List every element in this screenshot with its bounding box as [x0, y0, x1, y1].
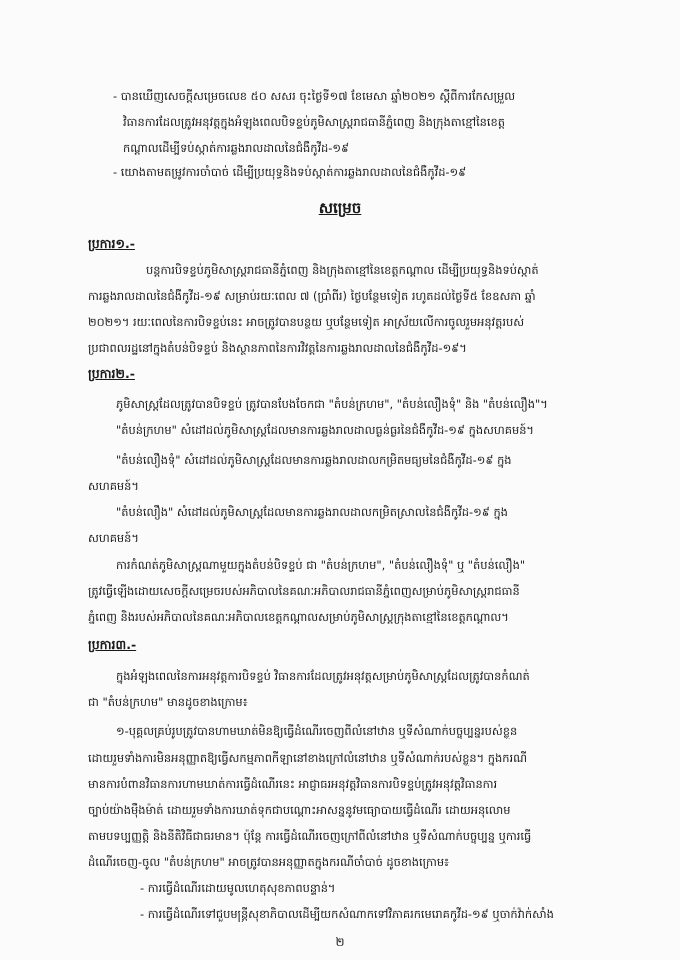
article-3-bullet: - ការធ្វើដំណើរដោយមូលហេតុសុខភាពបន្ទាន់។ [140, 881, 336, 895]
article-3-line: ក្នុងអំឡុងពេលនៃការអនុវត្តការបិទខ្ទប់ វិធានការដែលត្រូវអនុវត្តសម្រាប់ភូមិសាស្ត្រដែលត្រូវបានកំណត់ [116, 669, 530, 683]
article-1-line: បន្តការបិទខ្ទប់ភូមិសាស្ត្ររាជធានីភ្នំពេញ និងក្រុងតាខ្មៅនៃខេត្តកណ្ដាល ដើម្បីប្រយុទ្ធនិងទប់ស្កាត់ [146, 263, 539, 277]
article-2-line: ភូមិសាស្ត្រដែលត្រូវបានបិទខ្ទប់ ត្រូវបានបែងចែកជា "តំបន់ក្រហម", "តំបន់លឿងទុំ" និង "តំបន់លឿង"។ [116, 397, 548, 411]
article-2-line: ត្រូវធ្វើឡើងដោយសេចក្ដីសម្រេចរបស់អភិបាលនៃគណៈអភិបាលរាជធានីភ្នំពេញសម្រាប់ភូមិសាស្ត្ររាជធានី [88, 584, 520, 598]
article-2-line: ការកំណត់ភូមិសាស្ត្រណាមួយក្នុងតំបន់បិទខ្ទប់ ជា "តំបន់ក្រហម", "តំបន់លឿងទុំ" ឬ "តំបន់លឿង" [116, 558, 526, 572]
article-1-line: ២០២១។ រយៈពេលនៃការបិទខ្ទប់នេះ អាចត្រូវបានបន្ថយ ឬបន្ថែមទៀត អាស្រ័យលើការចូលរួមអនុវត្តរបស់ [88, 315, 525, 329]
article-3-line: តាមបទប្បញ្ញត្តិ និងនីតិវិធីជាធរមាន។ ប៉ុន្តែ ការធ្វើដំណើរចេញក្រៅពីលំនៅឋាន ឬទីសំណាក់បច្ចុប្បន្ន ឬការធ្វើ [88, 829, 532, 843]
intro-line-1: - បានឃើញសេចក្ដីសម្រេចលេខ ៥០ សសរ ចុះថ្ងៃទី១៧ ខែមេសា ឆ្នាំ២០២១ ស្ដីពីការកែសម្រួល [113, 89, 516, 103]
article-3-line: ដោយរួមទាំងការមិនអនុញ្ញាតឱ្យធ្វើសកម្មភាពកីឡានៅខាងក្រៅលំនៅឋាន ឬទីសំណាក់របស់ខ្លួន។ ក្នុងករណី [88, 751, 528, 765]
article-2-line: ភ្នំពេញ និងរបស់អភិបាលនៃគណៈអភិបាលខេត្តកណ្ដាលសម្រាប់ភូមិសាស្ត្រក្រុងតាខ្មៅនៃខេត្តកណ្ដាល។ [88, 610, 509, 624]
intro-line-2: វិធានការដែលត្រូវអនុវត្តក្នុងអំឡុងពេលបិទខ្ទប់ភូមិសាស្ត្ររាជធានីភ្នំពេញ និងក្រុងតាខ្មៅនៃខេត្ត [123, 115, 505, 129]
article-1-line: ប្រជាពលរដ្ឋនៅក្នុងតំបន់បិទខ្ទប់ និងស្ថានភាពនៃការវិវត្តនៃការឆ្លងរាលដាលនៃជំងឺកូវីដ-១៩។ [88, 341, 467, 355]
article-3-bullet: - ការធ្វើដំណើរទៅជួបមន្ត្រីសុខាភិបាលដើម្បីយកសំណាកទៅវិភាគរកមេរោគកូវីដ-១៩ ឬចាក់វ៉ាក់សាំង [140, 907, 554, 921]
article-3-line: ជា "តំបន់ក្រហម" មានដូចខាងក្រោម៖ [88, 695, 248, 709]
article-2-line: សហគមន៍។ [88, 531, 139, 545]
article-3-line: ១-បុគ្គលគ្រប់រូបត្រូវបានហាមឃាត់មិនឱ្យធ្វើដំណើរចេញពីលំនៅឋាន ឬទីសំណាក់បច្ចុប្បន្នរបស់ខ្លួន [116, 724, 518, 738]
intro-line-4: - យោងតាមតម្រូវការចាំបាច់ ដើម្បីប្រយុទ្ធនិងទប់ស្កាត់ការឆ្លងរាលដាលនៃជំងឺកូវីដ-១៩ [113, 165, 467, 179]
decision-title: សម្រេច [318, 199, 362, 217]
article-2-heading: ប្រការ២.- [88, 366, 135, 381]
article-1-line: ការឆ្លងរាលដាលនៃជំងឺកូវីដ-១៩ សម្រាប់រយៈពេល ៧ (ប្រាំពីរ) ថ្ងៃបន្ថែមទៀត រហូតដល់ថ្ងៃទី៥ ខែឧសភា ឆ្នាំ [88, 289, 536, 303]
page-number: ២ [335, 935, 345, 949]
article-2-line: សហគមន៍។ [88, 479, 139, 493]
article-3-heading: ប្រការ៣.- [88, 637, 137, 652]
article-2-line: "តំបន់លឿងទុំ" សំដៅដល់ភូមិសាស្ត្រដែលមានការឆ្លងរាលដាលកម្រិតមធ្យមនៃជំងឺកូវីដ-១៩ ក្នុង [116, 453, 512, 467]
intro-line-3: កណ្ដាលដើម្បីទប់ស្កាត់ការឆ្លងរាលដាលនៃជំងឺកូវីដ-១៩ [123, 141, 350, 155]
article-3-line: ច្បាប់យ៉ាងម៉ឺងម៉ាត់ ដោយរួមទាំងការឃាត់ទុកជាបណ្ដោះអាសន្ននូវមធ្យោបាយធ្វើដំណើរ ដោយអនុលោម [88, 803, 511, 817]
article-1-heading: ប្រការ១.- [88, 236, 135, 251]
article-3-line: មានការបំពានវិធានការហាមឃាត់ការធ្វើដំណើរនេះ អាជ្ញាធរអនុវត្តវិធានការបិទខ្ទប់ត្រូវអនុវត្តវិធានការ [88, 777, 498, 791]
article-2-line: "តំបន់លឿង" សំដៅដល់ភូមិសាស្ត្រដែលមានការឆ្លងរាលដាលកម្រិតស្រាលនៃជំងឺកូវីដ-១៩ ក្នុង [116, 505, 508, 519]
article-2-line: "តំបន់ក្រហម" សំដៅដល់ភូមិសាស្ត្រដែលមានការឆ្លងរាលដាលធ្ងន់ធ្ងរនៃជំងឺកូវីដ-១៩ ក្នុងសហគមន៍។ [116, 423, 534, 437]
article-3-line: ដំណើរចេញ-ចូល "តំបន់ក្រហម" អាចត្រូវបានអនុញ្ញាតក្នុងករណីចាំបាច់ ដូចខាងក្រោម៖ [88, 855, 450, 869]
